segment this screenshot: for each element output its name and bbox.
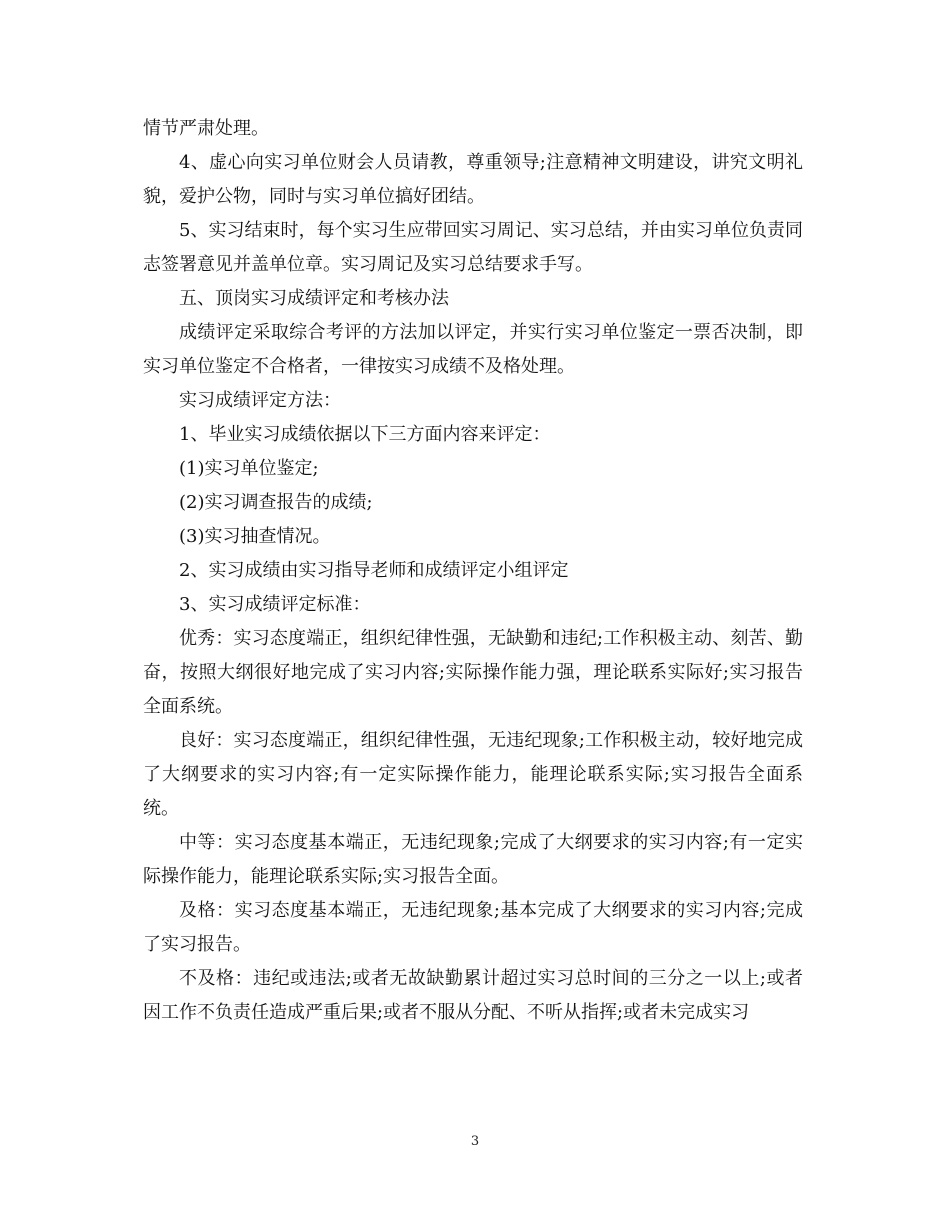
paragraph-method-heading: 实习成绩评定方法： [179, 390, 341, 411]
paragraph-method-1: 1、毕业实习成绩依据以下三方面内容来评定： [179, 424, 551, 445]
paragraph-rule-5: 5、实习结束时，每个实习生应带回实习周记、实习总结，并由实习单位负责同志签署意见并盖单位章。实习周记及实习总结要求手写。 [143, 220, 803, 275]
list-item-2: (2)实习调查报告的成绩; [179, 492, 373, 513]
paragraph-grade-medium: 中等：实习态度基本端正，无违纪现象;完成了大纲要求的实习内容;有一定实际操作能力，能理论联系实际;实习报告全面。 [143, 832, 803, 887]
page-number: 3 [470, 1134, 480, 1149]
list-item-3: (3)实习抽查情况。 [179, 526, 331, 547]
paragraph-assessment-intro: 成绩评定采取综合考评的方法加以评定，并实行实习单位鉴定一票否决制，即实习单位鉴定不合格者，一律按实习成绩不及格处理。 [143, 322, 803, 377]
section-heading-assessment: 五、顶岗实习成绩评定和考核办法 [179, 288, 449, 309]
paragraph-grade-excellent: 优秀：实习态度端正，组织纪律性强，无缺勤和违纪;工作积极主动、刻苦、勤奋，按照大纲很好地完成了实习内容;实际操作能力强，理论联系实际好;实习报告全面系统。 [143, 628, 803, 717]
document-body [143, 112, 803, 1030]
paragraph-grade-fail: 不及格：违纪或违法;或者无故缺勤累计超过实习总时间的三分之一以上;或者因工作不负责任造成严重后果;或者不服从分配、不听从指挥;或者未完成实习 [143, 968, 803, 1023]
paragraph-continuation: 情节严肃处理。 [143, 118, 269, 139]
paragraph-grade-good: 良好：实习态度端正，组织纪律性强，无违纪现象;工作积极主动，较好地完成了大纲要求的实习内容;有一定实际操作能力，能理论联系实际;实习报告全面系统。 [143, 730, 803, 819]
paragraph-method-2: 2、实习成绩由实习指导老师和成绩评定小组评定 [179, 560, 569, 581]
list-item-1: (1)实习单位鉴定; [179, 458, 319, 479]
paragraph-grade-pass: 及格：实习态度基本端正，无违纪现象;基本完成了大纲要求的实习内容;完成了实习报告。 [143, 900, 803, 955]
paragraph-rule-4: 4、虚心向实习单位财会人员请教，尊重领导;注意精神文明建设，讲究文明礼貌，爱护公物，同时与实习单位搞好团结。 [143, 152, 803, 207]
paragraph-method-3: 3、实习成绩评定标准： [179, 594, 371, 615]
